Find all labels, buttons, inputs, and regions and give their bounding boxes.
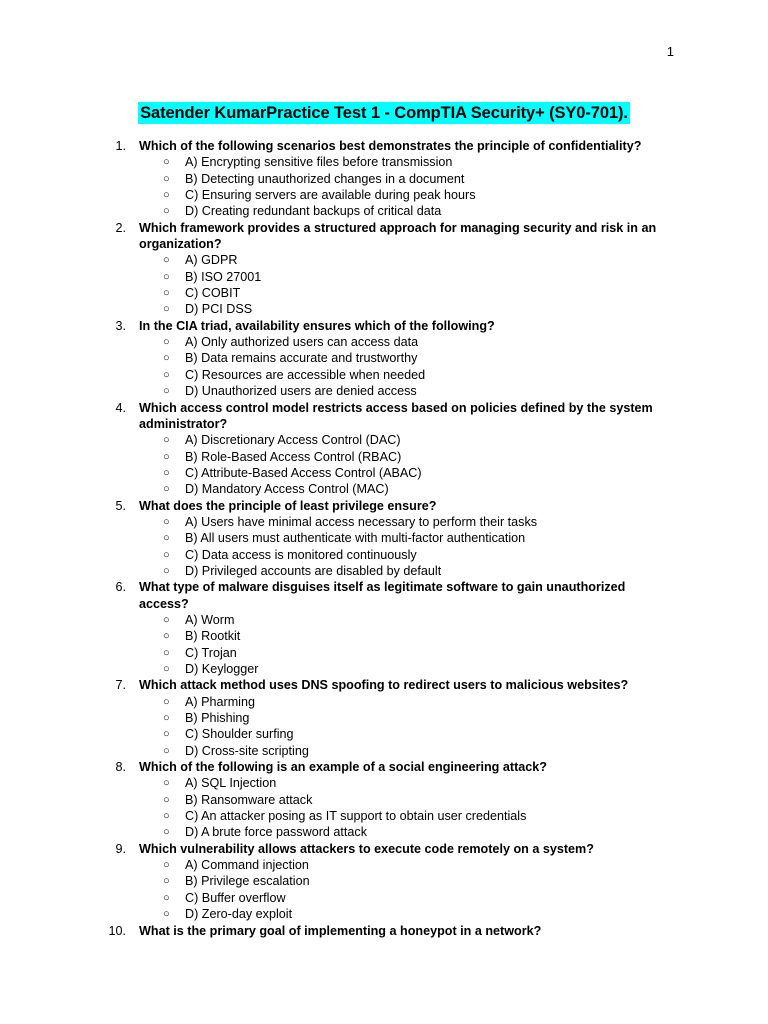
answer-options xyxy=(139,432,664,497)
circle-bullet-icon: ○ xyxy=(163,875,170,888)
answer-option-text: B) Ransomware attack xyxy=(185,792,313,807)
circle-bullet-icon: ○ xyxy=(163,532,170,545)
answer-options xyxy=(139,252,664,317)
answer-option-text: A) Pharming xyxy=(185,694,255,709)
answer-option-text: B) Role-Based Access Control (RBAC) xyxy=(185,449,402,464)
answer-option-text: B) Detecting unauthorized changes in a document xyxy=(185,171,465,186)
answer-option-text: C) Ensuring servers are available during peak hours xyxy=(185,188,476,203)
answer-option-text: B) ISO 27001 xyxy=(185,269,262,284)
answer-option xyxy=(139,350,664,366)
circle-bullet-icon: ○ xyxy=(163,352,170,365)
answer-option xyxy=(139,628,664,644)
answer-options xyxy=(139,612,664,677)
answer-option xyxy=(139,269,664,285)
answer-option-text: C) An attacker posing as IT support to obtain user credentials xyxy=(185,809,527,824)
question-number: 5. xyxy=(115,498,126,513)
question-item xyxy=(0,677,664,759)
answer-options xyxy=(139,857,664,922)
circle-bullet-icon: ○ xyxy=(163,646,170,659)
circle-bullet-icon: ○ xyxy=(163,793,170,806)
question-text: Which vulnerability allows attackers to execute code remotely on a system? xyxy=(139,841,594,856)
answer-option-text: A) Users have minimal access necessary to perform their tasks xyxy=(185,514,538,529)
circle-bullet-icon: ○ xyxy=(163,156,170,169)
answer-option xyxy=(139,824,664,840)
circle-bullet-icon: ○ xyxy=(163,483,170,496)
answer-option xyxy=(139,645,664,661)
question-item xyxy=(0,138,664,220)
question-item xyxy=(0,579,664,677)
answer-option xyxy=(139,694,664,710)
question-number: 4. xyxy=(115,400,126,415)
answer-option xyxy=(139,808,664,824)
answer-option xyxy=(139,203,664,219)
answer-option xyxy=(139,906,664,922)
answer-option xyxy=(139,367,664,383)
circle-bullet-icon: ○ xyxy=(163,613,170,626)
circle-bullet-icon: ○ xyxy=(163,663,170,675)
answer-option-text: C) COBIT xyxy=(185,286,241,301)
question-item xyxy=(0,318,664,400)
question-number: 3. xyxy=(115,318,126,333)
answer-option-text: B) Phishing xyxy=(185,711,250,726)
answer-option-text: C) Trojan xyxy=(185,645,237,660)
answer-option xyxy=(139,547,664,563)
circle-bullet-icon: ○ xyxy=(163,205,170,218)
answer-option xyxy=(139,432,664,448)
circle-bullet-icon: ○ xyxy=(163,287,170,300)
answer-option-text: B) Privilege escalation xyxy=(185,874,310,889)
question-text: What is the primary goal of implementing a honeypot in a network? xyxy=(139,923,542,938)
question-item xyxy=(0,498,664,580)
circle-bullet-icon: ○ xyxy=(163,695,170,708)
circle-bullet-icon: ○ xyxy=(163,712,170,725)
question-number: 9. xyxy=(115,841,126,856)
answer-option-text: A) SQL Injection xyxy=(185,776,277,791)
document-title: Satender KumarPractice Test 1 - CompTIA Security+ (SY0-701). xyxy=(140,104,628,122)
circle-bullet-icon: ○ xyxy=(163,466,170,479)
answer-option-text: B) All users must authenticate with multi-factor authentication xyxy=(185,531,526,546)
answer-option-text: D) Keylogger xyxy=(185,662,259,676)
answer-options xyxy=(139,514,664,579)
answer-option-text: C) Buffer overflow xyxy=(185,890,286,905)
question-number: 2. xyxy=(115,220,126,235)
answer-option-text: D) Mandatory Access Control (MAC) xyxy=(185,482,389,497)
answer-option-text: A) Encrypting sensitive files before transmission xyxy=(185,155,453,170)
answer-options xyxy=(139,694,664,759)
answer-option xyxy=(139,481,664,497)
question-number: 6. xyxy=(115,580,126,595)
question-number: 10. xyxy=(108,923,126,938)
answer-option-text: B) Rootkit xyxy=(185,629,241,644)
answer-option xyxy=(139,775,664,791)
circle-bullet-icon: ○ xyxy=(163,891,170,904)
answer-option xyxy=(139,171,664,187)
answer-option xyxy=(139,857,664,873)
answer-option xyxy=(139,792,664,808)
circle-bullet-icon: ○ xyxy=(163,548,170,561)
circle-bullet-icon: ○ xyxy=(163,826,170,839)
answer-option xyxy=(139,661,664,677)
answer-option-text: D) Creating redundant backups of critical data xyxy=(185,204,442,219)
answer-option-text: A) GDPR xyxy=(185,253,238,268)
question-list xyxy=(0,138,768,939)
page-number: 1 xyxy=(666,44,674,59)
answer-option xyxy=(139,301,664,317)
answer-option-text: D) Zero-day exploit xyxy=(185,907,293,922)
circle-bullet-icon: ○ xyxy=(163,270,170,283)
answer-option-text: C) Attribute-Based Access Control (ABAC) xyxy=(185,465,422,480)
question-number: 7. xyxy=(115,678,126,693)
answer-option xyxy=(139,187,664,203)
question-text: In the CIA triad, availability ensures which of the following? xyxy=(139,318,495,333)
answer-option-text: D) Privileged accounts are disabled by default xyxy=(185,563,442,578)
answer-option xyxy=(139,890,664,906)
answer-options xyxy=(139,775,664,840)
question-text: Which framework provides a structured approach for managing security and risk in an organization? xyxy=(139,220,657,252)
question-number: 1. xyxy=(115,139,126,153)
question-text: What does the principle of least privilege ensure? xyxy=(139,498,437,513)
circle-bullet-icon: ○ xyxy=(163,368,170,381)
answer-option-text: A) Worm xyxy=(185,612,235,627)
answer-option-text: A) Discretionary Access Control (DAC) xyxy=(185,433,401,448)
answer-option-text: C) Data access is monitored continuously xyxy=(185,547,417,562)
question-item xyxy=(0,759,664,841)
circle-bullet-icon: ○ xyxy=(163,172,170,185)
answer-option xyxy=(139,514,664,530)
answer-option-text: C) Shoulder surfing xyxy=(185,727,294,742)
circle-bullet-icon: ○ xyxy=(163,385,170,398)
circle-bullet-icon: ○ xyxy=(163,564,170,577)
circle-bullet-icon: ○ xyxy=(163,777,170,790)
question-text: What type of malware disguises itself as legitimate software to gain unauthorized access? xyxy=(139,580,626,611)
question-text: Which of the following scenarios best demonstrates the principle of confidentiality? xyxy=(139,139,642,153)
answer-option xyxy=(139,334,664,350)
answer-option-text: C) Resources are accessible when needed xyxy=(185,367,426,382)
question-text: Which of the following is an example of a social engineering attack? xyxy=(139,760,547,775)
circle-bullet-icon: ○ xyxy=(163,630,170,643)
question-item xyxy=(0,841,664,923)
circle-bullet-icon: ○ xyxy=(163,303,170,316)
title-container xyxy=(0,102,768,124)
circle-bullet-icon: ○ xyxy=(163,859,170,872)
answer-option xyxy=(139,383,664,399)
answer-option-text: A) Only authorized users can access data xyxy=(185,335,419,350)
question-number: 8. xyxy=(115,760,126,775)
circle-bullet-icon: ○ xyxy=(163,434,170,447)
answer-option-text: D) PCI DSS xyxy=(185,302,253,317)
answer-option xyxy=(139,710,664,726)
question-text: Which attack method uses DNS spoofing to redirect users to malicious websites? xyxy=(139,678,629,693)
answer-option xyxy=(139,465,664,481)
answer-option-text: D) Cross-site scripting xyxy=(185,743,309,758)
answer-option xyxy=(139,726,664,742)
answer-option xyxy=(139,563,664,579)
circle-bullet-icon: ○ xyxy=(163,336,170,349)
answer-option xyxy=(139,285,664,301)
answer-options xyxy=(139,334,664,399)
circle-bullet-icon: ○ xyxy=(163,254,170,267)
answer-option-text: B) Data remains accurate and trustworthy xyxy=(185,351,418,366)
question-text: Which access control model restricts access based on policies defined by the system administrator? xyxy=(139,400,653,431)
question-item xyxy=(0,923,664,939)
answer-option xyxy=(139,252,664,268)
question-item xyxy=(0,220,664,318)
answer-option xyxy=(139,154,664,170)
answer-option xyxy=(139,530,664,546)
answer-option xyxy=(139,743,664,759)
answer-option xyxy=(139,873,664,889)
circle-bullet-icon: ○ xyxy=(163,744,170,757)
answer-options xyxy=(139,154,664,219)
question-item xyxy=(0,400,664,498)
circle-bullet-icon: ○ xyxy=(163,515,170,528)
circle-bullet-icon: ○ xyxy=(163,810,170,823)
answer-option xyxy=(139,612,664,628)
circle-bullet-icon: ○ xyxy=(163,728,170,741)
circle-bullet-icon: ○ xyxy=(163,189,170,202)
answer-option-text: A) Command injection xyxy=(185,858,309,873)
circle-bullet-icon: ○ xyxy=(163,908,170,921)
answer-option xyxy=(139,449,664,465)
answer-option-text: D) Unauthorized users are denied access xyxy=(185,384,417,399)
circle-bullet-icon: ○ xyxy=(163,450,170,463)
answer-option-text: D) A brute force password attack xyxy=(185,825,367,840)
